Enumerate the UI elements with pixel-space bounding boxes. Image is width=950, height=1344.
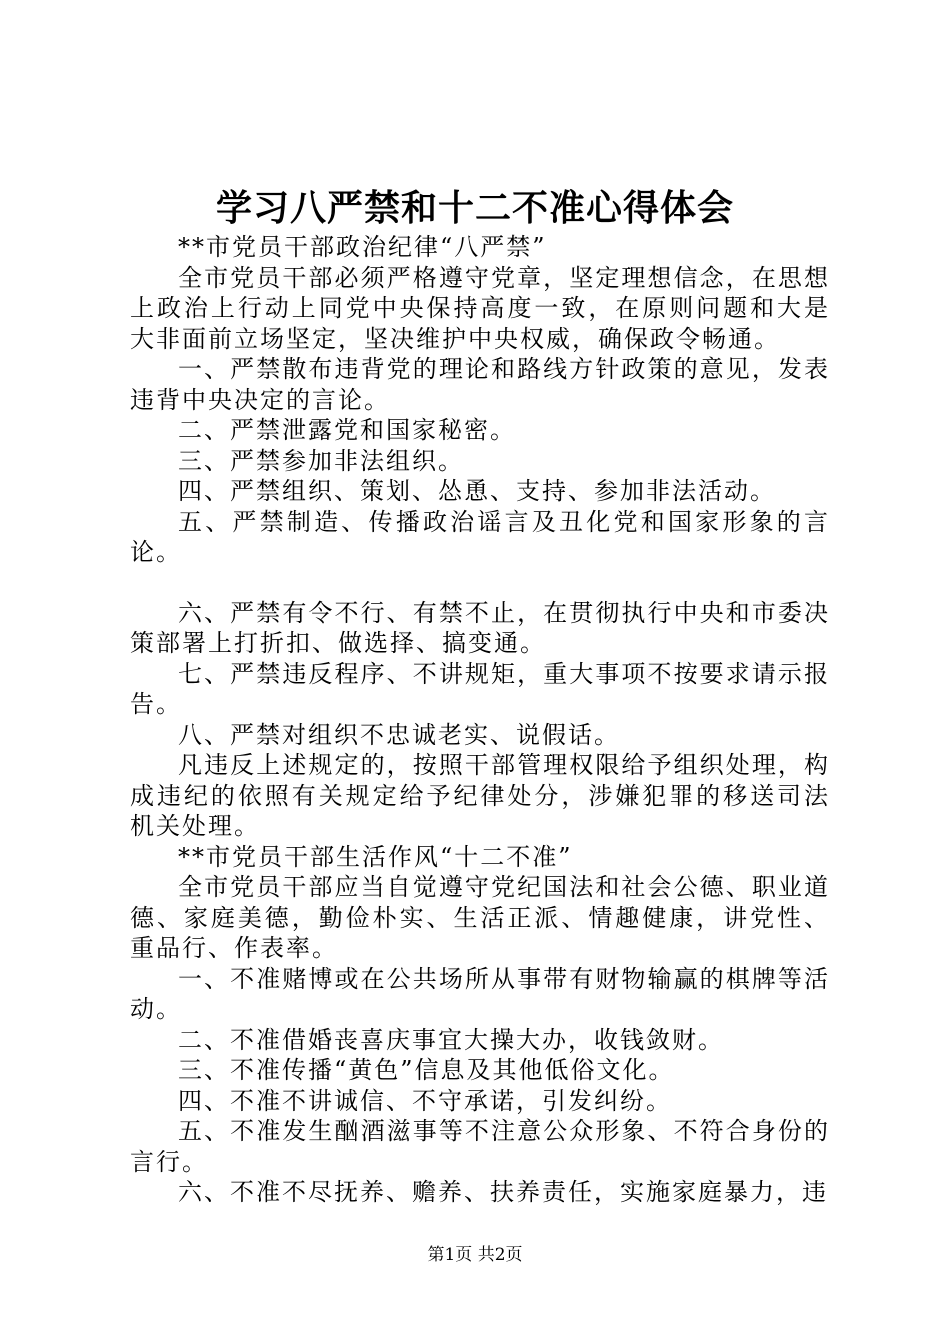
list-item: 一、不准赌博或在公共场所从事带有财物输赢的棋牌等活动。 <box>130 964 830 1023</box>
document-title: 学习八严禁和十二不准心得体会 <box>215 187 734 229</box>
list-item: 四、严禁组织、策划、怂恿、支持、参加非法活动。 <box>178 477 776 505</box>
paragraph: 全市党员干部必须严格遵守党章，坚定理想信念，在思想上政治上行动上同党中央保持高度一致，在原则问题和大是大非面前立场坚定，坚决维护中央权威，确保政令畅通。 <box>130 263 830 353</box>
section-heading-eight-prohibitions: **市党员干部政治纪律“八严禁” <box>178 233 547 261</box>
paragraph: 凡违反上述规定的，按照干部管理权限给予组织处理，构成违纪的依照有关规定给予纪律处分，涉嫌犯罪的移送司法机关处理。 <box>130 751 830 840</box>
section-heading-twelve-rules: **市党员干部生活作风“十二不准” <box>178 842 573 871</box>
list-item: 三、严禁参加非法组织。 <box>178 446 464 475</box>
list-item: 八、严禁对组织不忠诚老实、说假话。 <box>178 720 620 749</box>
list-item: 六、严禁有令不行、有禁不止，在贯彻执行中央和市委决策部署上打折扣、做选择、搞变通。 <box>130 598 830 657</box>
paragraph: 全市党员干部应当自觉遵守党纪国法和社会公德、职业道德、家庭美德，勤俭朴实、生活正派、情趣健康，讲党性、重品行、作表率。 <box>130 873 830 962</box>
list-item: 四、不准不讲诚信、不守承诺，引发纠纷。 <box>178 1086 672 1115</box>
list-item: 一、严禁散布违背党的理论和路线方针政策的意见，发表违背中央决定的言论。 <box>130 355 830 414</box>
page-footer: 第1页 共2页 <box>427 1245 523 1265</box>
list-item: 七、严禁违反程序、不讲规矩，重大事项不按要求请示报告。 <box>130 659 830 718</box>
list-item: 二、严禁泄露党和国家秘密。 <box>178 416 516 444</box>
document-body <box>130 232 830 1208</box>
list-item: 二、不准借婚丧喜庆事宜大操大办，收钱敛财。 <box>178 1025 724 1054</box>
list-item: 六、不准不尽抚养、赡养、扶养责任，实施家庭暴力，违 <box>178 1178 828 1206</box>
list-item: 五、不准发生酗酒滋事等不注意公众形象、不符合身份的言行。 <box>130 1117 830 1176</box>
list-item: 三、不准传播“黄色”信息及其他低俗文化。 <box>178 1056 675 1084</box>
list-item: 五、严禁制造、传播政治谣言及丑化党和国家形象的言论。 <box>130 507 830 566</box>
